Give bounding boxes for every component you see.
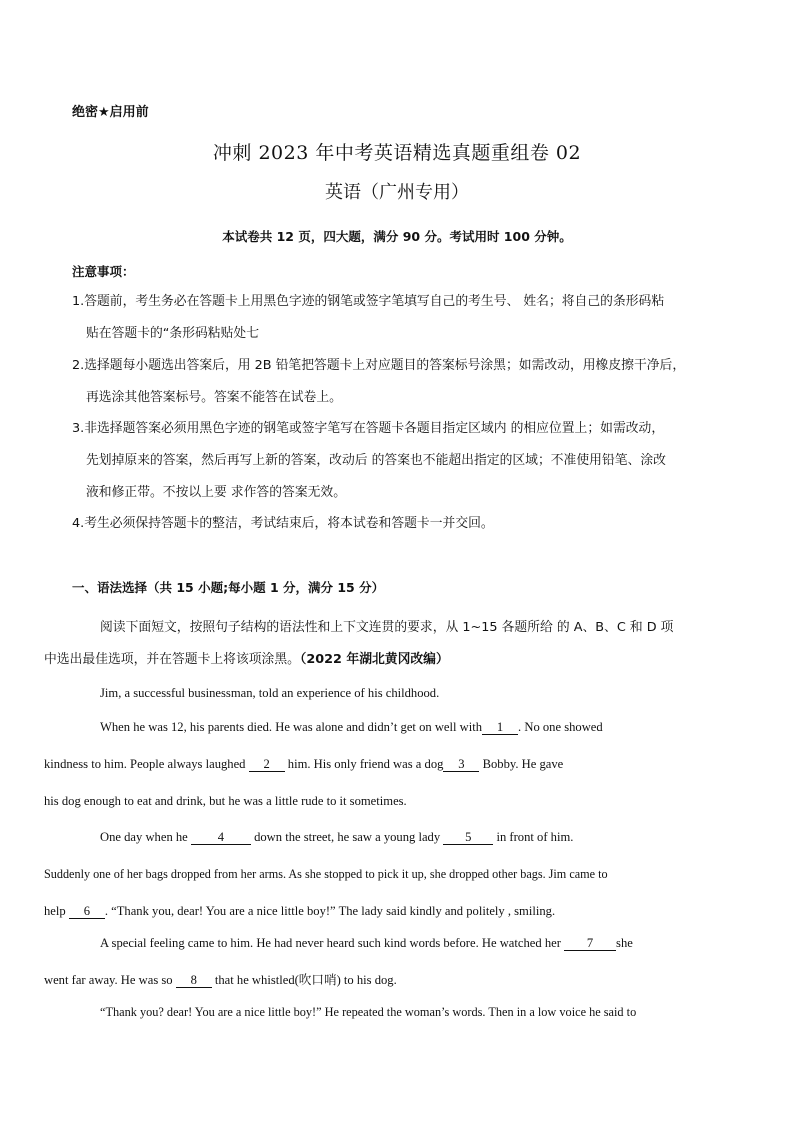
passage-text: kindness to him. People always laughed	[44, 757, 249, 771]
note-line: 先划掉原来的答案，然后再写上新的答案，改动后 的答案也不能超出指定的区域；不准使用铅笔、涂改	[86, 453, 666, 468]
note-line: 再选涂其他答案标号。答案不能答在试卷上。	[86, 390, 342, 405]
source-note: （2022 年湖北黄冈改编）	[299, 652, 449, 667]
passage-paragraph-1	[72, 675, 726, 712]
note-item-4	[72, 508, 726, 540]
passage-text: Jim, a successful businessman, told an experience of his childhood.	[100, 686, 440, 700]
note-line: 贴在答题卡的“条形码粘贴处七	[86, 326, 259, 341]
passage-text: One day when he	[100, 830, 191, 844]
passage-text: help	[44, 904, 69, 918]
page-subtitle: 英语（广州专用）	[325, 182, 469, 203]
blank-2: 2	[249, 757, 285, 772]
passage-paragraph-3	[44, 819, 726, 930]
passage-text: him. His only friend was a dog	[284, 757, 444, 771]
instruction-text: 中选出最佳选项，并在答题卡上将该项涂黑。	[44, 652, 300, 667]
note-item-2	[72, 350, 726, 414]
section-heading: 一、语法选择（共 15 小题;每小题 1 分，满分 15 分）	[72, 580, 385, 595]
note-item-3	[72, 413, 726, 509]
passage-text: . No one showed	[518, 720, 603, 734]
note-line: 2.选择题每小题选出答案后，用 2B 铅笔把答题卡上对应题目的答案标号涂黑；如需改动，用橡皮擦干净后，	[72, 358, 686, 373]
blank-4: 4	[191, 830, 251, 845]
blank-1: 1	[482, 720, 518, 735]
secret-mark: 绝密★启用前	[72, 105, 149, 120]
passage-paragraph-4	[44, 925, 726, 999]
exam-info: 本试卷共 12 页，四大题，满分 90 分。考试用时 100 分钟。	[222, 229, 572, 244]
passage-text: When he was 12, his parents died. He was alone and didn’t get on well with	[100, 720, 483, 734]
passage-paragraph-5	[72, 994, 726, 1031]
blank-6: 6	[69, 904, 105, 919]
page-title: 冲刺 2023 年中考英语精选真题重组卷 02	[212, 142, 582, 164]
blank-8: 8	[176, 973, 212, 988]
note-line: 液和修正带。不按以上要 求作答的答案无效。	[86, 485, 347, 500]
passage-text: “Thank you? dear! You are a nice little boy!” He repeated the woman’s words. Then in a low voice he said to	[100, 1005, 637, 1019]
note-line: 1.答题前，考生务必在答题卡上用黑色字迹的钢笔或签字笔填写自己的考生号、 姓名；将自己的条形码粘	[72, 294, 665, 309]
passage-paragraph-2	[44, 709, 726, 820]
section-instruction	[44, 612, 726, 676]
passage-text: she	[616, 936, 633, 950]
passage-text: that he whistled(吹口哨) to his dog.	[211, 973, 397, 987]
passage-text: Bobby. He gave	[479, 757, 564, 771]
passage-text: A special feeling came to him. He had never heard such kind words before. He watched her	[100, 936, 565, 950]
note-item-1	[72, 286, 726, 350]
blank-7: 7	[564, 936, 616, 951]
passage-text: in front of him.	[493, 830, 574, 844]
passage-text: Suddenly one of her bags dropped from her arms. As she stopped to pick it up, she dropped other bags. Jim came to	[44, 867, 608, 881]
passage-text: . “Thank you, dear! You are a nice little boy!” The lady said kindly and politely , smiling.	[104, 904, 556, 918]
passage-text: went far away. He was so	[44, 973, 176, 987]
blank-5: 5	[443, 830, 493, 845]
instruction-text: 阅读下面短文，按照句子结构的语法性和上下文连贯的要求，从 1~15 各题所给 的 A、B、C 和 D 项	[100, 620, 674, 635]
note-line: 3.非选择题答案必须用黑色字迹的钢笔或签字笔写在答题卡各题目指定区域内 的相应位置上；如需改动，	[72, 421, 665, 436]
blank-3: 3	[443, 757, 479, 772]
passage-text: down the street, he saw a young lady	[250, 830, 444, 844]
passage-text: his dog enough to eat and drink, but he was a little rude to it sometimes.	[44, 794, 407, 808]
note-line: 4.考生必须保持答题卡的整洁，考试结束后，将本试卷和答题卡一并交回。	[72, 516, 494, 531]
notes-heading: 注意事项：	[72, 264, 135, 279]
